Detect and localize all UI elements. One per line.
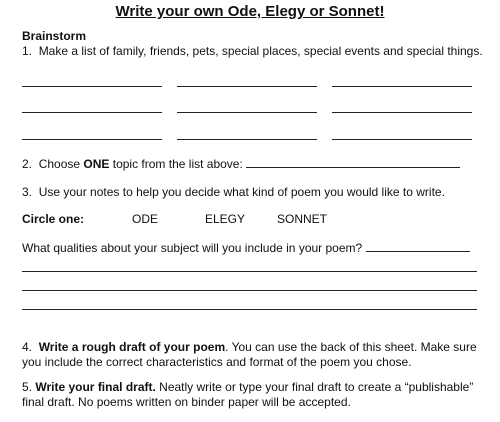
- brainstorm-blank[interactable]: [22, 139, 162, 140]
- brainstorm-blank[interactable]: [22, 112, 162, 113]
- step-4-number: 4.: [22, 340, 33, 354]
- step-5-bold: Write your final draft.: [35, 380, 156, 394]
- step-2-text-post: topic from the list above:: [109, 157, 243, 171]
- circle-one-label: Circle one:: [22, 212, 85, 226]
- step-3-number: 3.: [22, 185, 33, 199]
- topic-blank[interactable]: [246, 156, 460, 168]
- step-3: [22, 185, 445, 199]
- step-3-text: Use your notes to help you decide what kind of poem you would like to write.: [38, 185, 445, 199]
- brainstorm-blank[interactable]: [177, 112, 317, 113]
- qualities-inline-blank[interactable]: [366, 240, 470, 252]
- brainstorm-blank[interactable]: [177, 86, 317, 87]
- step-4-line-1: [22, 340, 477, 354]
- step-1: [22, 44, 483, 58]
- brainstorm-blank[interactable]: [177, 139, 317, 140]
- answer-line[interactable]: [22, 271, 477, 272]
- brainstorm-blank[interactable]: [332, 112, 472, 113]
- step-1-text: Make a list of family, friends, pets, special places, special events and special things.: [38, 44, 483, 58]
- step-2-bold: ONE: [83, 157, 110, 171]
- option-sonnet[interactable]: SONNET: [277, 212, 328, 226]
- brainstorm-blank[interactable]: [22, 86, 162, 87]
- option-ode[interactable]: ODE: [132, 212, 159, 226]
- step-5-rest: Neatly write or type your final draft to create a “publishable”: [155, 380, 474, 394]
- step-5-line-1: [22, 380, 473, 394]
- brainstorm-blank[interactable]: [332, 139, 472, 140]
- step-4-rest: . You can use the back of this sheet. Make sure: [225, 340, 477, 354]
- step-2-text-pre: Choose: [38, 157, 84, 171]
- answer-line[interactable]: [22, 309, 477, 310]
- qualities-text: What qualities about your subject will you include in your poem?: [22, 241, 363, 255]
- option-elegy[interactable]: ELEGY: [205, 212, 246, 226]
- step-5-number: 5.: [22, 380, 33, 394]
- step-2-number: 2.: [22, 157, 33, 171]
- step-5-line-2: final draft. No poems written on binder paper will be accepted.: [22, 395, 351, 409]
- step-2: [22, 156, 460, 171]
- qualities-question: [22, 240, 470, 255]
- brainstorm-heading: Brainstorm: [22, 29, 87, 43]
- step-4-line-2: you include the correct characteristics and format of the poem you chose.: [22, 355, 412, 369]
- answer-line[interactable]: [22, 290, 477, 291]
- step-1-number: 1.: [22, 44, 33, 58]
- worksheet-title: Write your own Ode, Elegy or Sonnet!: [115, 3, 385, 20]
- step-4-bold: Write a rough draft of your poem: [38, 340, 226, 354]
- brainstorm-blank[interactable]: [332, 86, 472, 87]
